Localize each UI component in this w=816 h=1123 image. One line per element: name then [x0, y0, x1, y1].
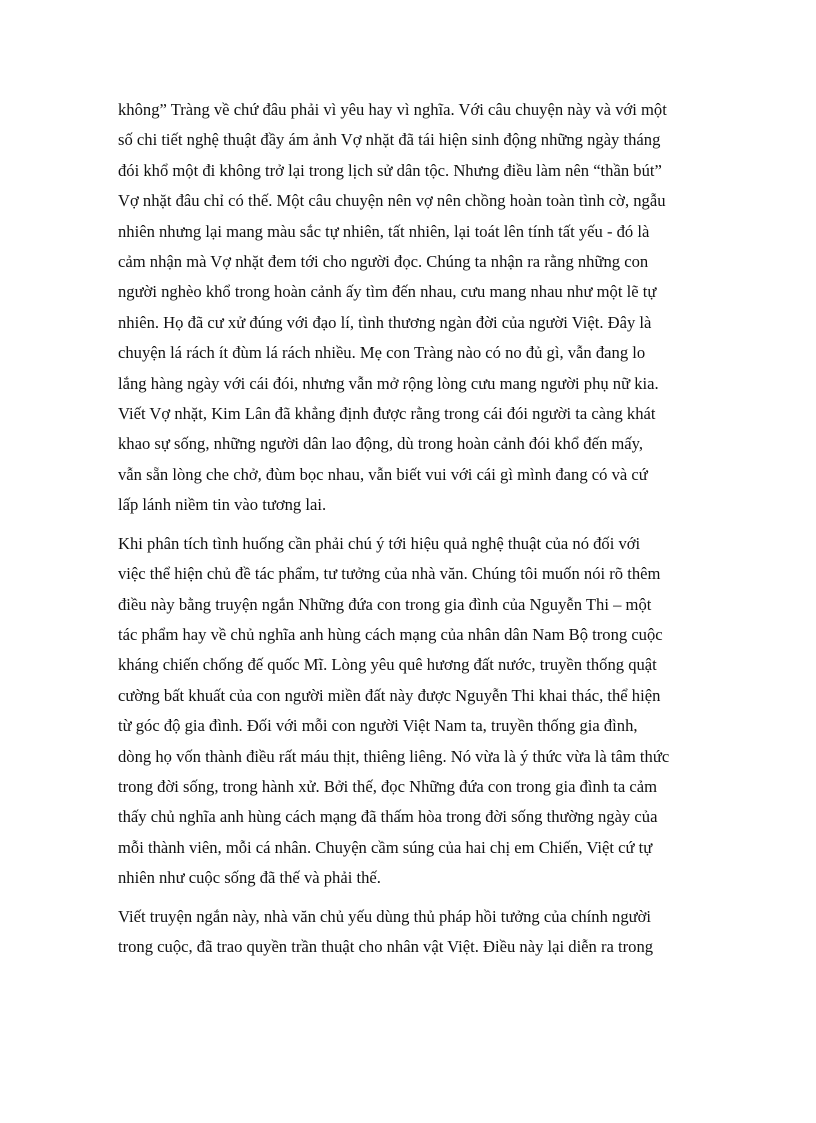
text-line: mỗi thành viên, mỗi cá nhân. Chuyện cầm súng của hai chị em Chiến, Việt cứ tự	[118, 837, 653, 857]
text-line: tác phẩm hay về chủ nghĩa anh hùng cách mạng của nhân dân Nam Bộ trong cuộc	[118, 624, 663, 644]
text-line: chuyện lá rách ít đùm lá rách nhiều. Mẹ con Tràng nào có no đủ gì, vẫn đang lo	[118, 343, 646, 363]
text-line: thấy chủ nghĩa anh hùng cách mạng đã thấm hòa trong đời sống thường ngày của	[118, 807, 658, 827]
paragraph-2	[118, 529, 706, 894]
text-line: vẫn sẵn lòng che chở, đùm bọc nhau, vẫn biết vui với cái gì mình đang có và cứ	[118, 464, 648, 484]
text-line: khao sự sống, những người dân lao động, dù trong hoàn cảnh đói khổ đến mấy,	[118, 434, 644, 454]
text-line: người nghèo khổ trong hoàn cảnh ấy tìm đến nhau, cưu mang nhau như một lẽ tự	[118, 282, 657, 302]
text-line: dòng họ vốn thành điều rất máu thịt, thiêng liêng. Nó vừa là ý thức vừa là tâm thức	[118, 746, 670, 766]
text-line: trong cuộc, đã trao quyền trần thuật cho nhân vật Việt. Điều này lại diễn ra trong	[118, 936, 654, 956]
paragraph-1	[118, 95, 706, 521]
text-line: Viết truyện ngắn này, nhà văn chủ yếu dùng thủ pháp hồi tưởng của chính người	[118, 906, 652, 926]
text-line: từ góc độ gia đình. Đối với mỗi con người Việt Nam ta, truyền thống gia đình,	[118, 716, 638, 736]
text-line: nhiên. Họ đã cư xử đúng với đạo lí, tình thương ngàn đời của người Việt. Đây là	[118, 312, 652, 332]
text-line: đói khổ một đi không trở lại trong lịch sử dân tộc. Nhưng điều làm nên “thần bút”	[118, 160, 662, 180]
text-line: Viết Vợ nhặt, Kim Lân đã khẳng định được rằng trong cái đói người ta càng khát	[118, 404, 656, 424]
text-line: nhiên nhưng lại mang màu sắc tự nhiên, tất nhiên, lại toát lên tính tất yếu - đó là	[118, 221, 650, 241]
text-line: việc thể hiện chủ đề tác phẩm, tư tưởng của nhà văn. Chúng tôi muốn nói rõ thêm	[118, 564, 661, 584]
document-body	[118, 95, 706, 970]
paragraph-3	[118, 902, 706, 963]
text-line: cường bất khuất của con người miền đất này được Nguyễn Thi khai thác, thể hiện	[118, 685, 661, 705]
text-line: lấp lánh niềm tin vào tương lai.	[118, 495, 327, 515]
text-line: điều này bằng truyện ngắn Những đứa con trong gia đình của Nguyễn Thi – một	[118, 594, 652, 614]
text-line: Vợ nhặt đâu chỉ có thế. Một câu chuyện nên vợ nên chồng hoàn toàn tình cờ, ngẫu	[118, 191, 666, 211]
text-line: kháng chiến chống đế quốc Mĩ. Lòng yêu quê hương đất nước, truyền thống quật	[118, 655, 657, 675]
text-line: trong đời sống, trong hành xử. Bởi thế, đọc Những đứa con trong gia đình ta cảm	[118, 776, 658, 796]
text-line: Khi phân tích tình huống cần phải chú ý tới hiệu quả nghệ thuật của nó đối với	[118, 533, 641, 553]
text-line: cảm nhận mà Vợ nhặt đem tới cho người đọc. Chúng ta nhận ra rằng những con	[118, 252, 649, 272]
text-line: không” Tràng về chứ đâu phải vì yêu hay vì nghĩa. Với câu chuyện này và với một	[118, 100, 667, 119]
text-line: số chi tiết nghệ thuật đầy ám ảnh Vợ nhặt đã tái hiện sinh động những ngày tháng	[118, 130, 661, 150]
text-line: lắng hàng ngày với cái đói, nhưng vẫn mở rộng lòng cưu mang người phụ nữ kia.	[118, 373, 659, 393]
text-line: nhiên như cuộc sống đã thế và phải thế.	[118, 868, 381, 888]
